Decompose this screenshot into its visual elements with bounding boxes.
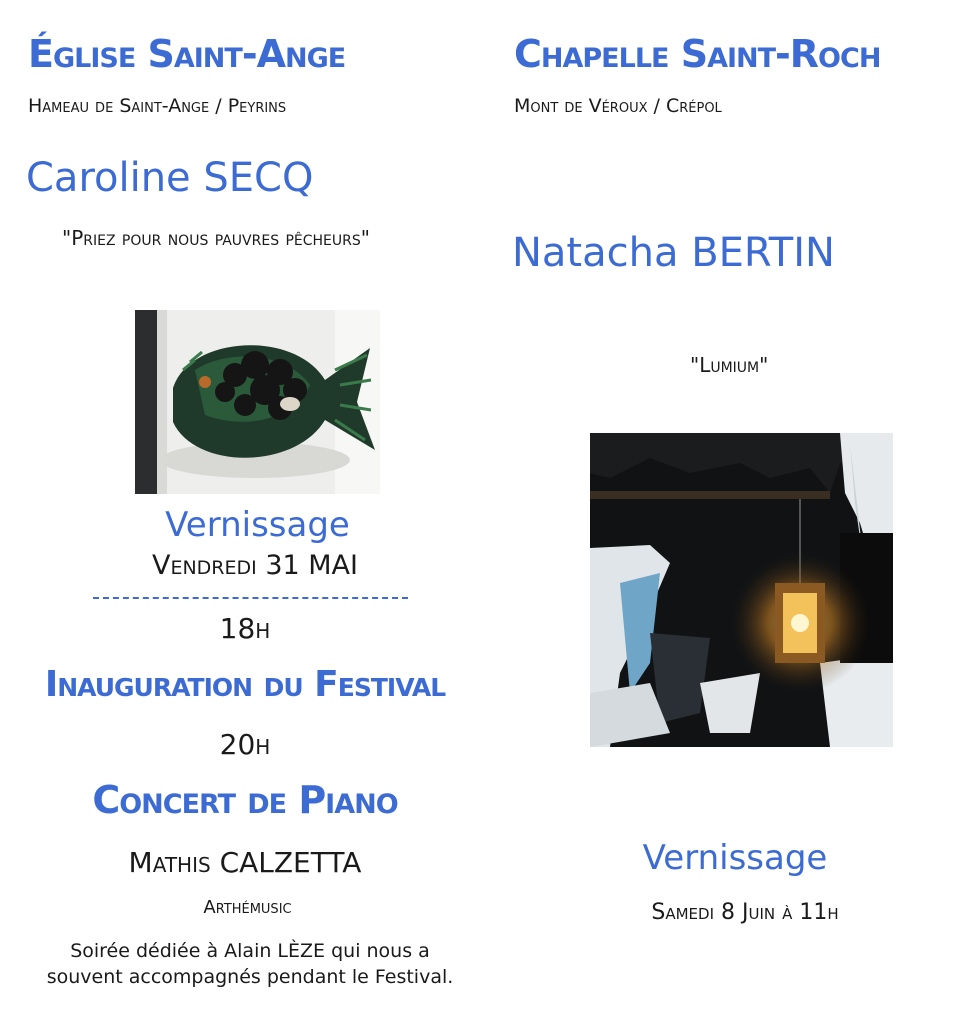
- venue-title-left: Église Saint-Ange: [28, 32, 346, 76]
- event-concert: Concert de Piano: [92, 778, 398, 822]
- work-title-right: "Lumium": [690, 353, 769, 377]
- artist-name-right: Natacha BERTIN: [512, 230, 835, 276]
- event-inauguration: Inauguration du Festival: [44, 664, 446, 705]
- vernissage-date-right: Samedi 8 Juin à 11h: [651, 900, 839, 925]
- vernissage-label-right: Vernissage: [642, 838, 828, 878]
- organization-name: Arthémusic: [203, 897, 292, 918]
- venue-title-right: Chapelle Saint-Roch: [514, 32, 881, 76]
- dedication-text: [20, 938, 480, 990]
- artist-name-left: Caroline SECQ: [26, 155, 314, 201]
- lantern-artwork-image: [590, 433, 893, 747]
- time-concert: 20h: [219, 728, 271, 761]
- vernissage-label-left: Vernissage: [165, 505, 350, 545]
- performer-name: Mathis CALZETTA: [128, 846, 362, 879]
- venue-location-left: Hameau de Saint-Ange / Peyrins: [28, 95, 287, 117]
- time-inauguration: 18h: [219, 612, 271, 645]
- fish-artwork-image: [135, 310, 380, 494]
- venue-location-right: Mont de Véroux / Crépol: [514, 95, 722, 117]
- dedication-line-1: Soirée dédiée à Alain LÈZE qui nous a: [70, 940, 430, 962]
- divider-line: [93, 597, 408, 599]
- vernissage-date-left: Vendredi 31 MAI: [151, 550, 358, 581]
- work-title-left: "Priez pour nous pauvres pêcheurs": [62, 226, 370, 250]
- dedication-line-2: souvent accompagnés pendant le Festival.: [46, 966, 454, 988]
